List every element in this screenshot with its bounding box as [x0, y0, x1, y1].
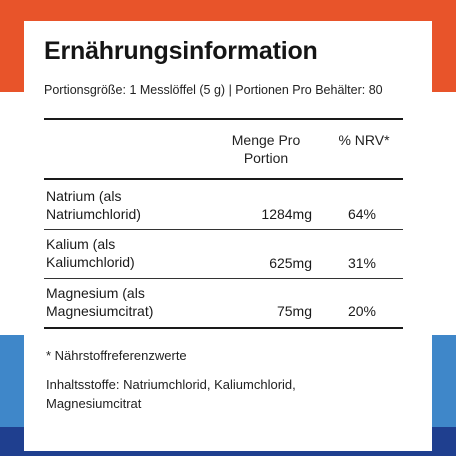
ingredients-list: Inhaltsstoffe: Natriumchlorid, Kaliumchlorid, Magnesiumcitrat — [46, 377, 296, 411]
nutrient-nrv-potassium: 31% — [347, 255, 376, 271]
nutrient-name-magnesium: Magnesium (als Magnesiumcitrat) — [46, 285, 154, 319]
nutrient-name-sodium: Natrium (als Natriumchlorid) — [46, 188, 141, 222]
nutrient-nrv-magnesium: 20% — [347, 303, 376, 319]
table-bottom-rule — [44, 327, 403, 329]
label-title: Ernährungsinformation — [44, 37, 318, 65]
nutrient-amount-sodium: 1284mg — [261, 206, 312, 222]
footnote: * Nährstoffreferenzwerte — [46, 348, 187, 363]
header-top-rule — [44, 118, 403, 120]
header-bottom-rule — [44, 178, 403, 180]
column-header-nrv: % NRV* — [338, 132, 390, 148]
nutrient-nrv-sodium: 64% — [347, 206, 376, 222]
row-divider — [44, 278, 403, 279]
row-divider — [44, 229, 403, 230]
nutrient-name-potassium: Kalium (als Kaliumchlorid) — [46, 236, 135, 270]
nutrient-amount-potassium: 625mg — [269, 255, 312, 271]
serving-info: Portionsgröße: 1 Messlöffel (5 g) | Portionen Pro Behälter: 80 — [44, 83, 383, 97]
nutrient-amount-magnesium: 75mg — [276, 303, 312, 319]
nutrition-label-card — [24, 21, 432, 451]
column-header-amount: Menge Pro Portion — [231, 132, 301, 166]
